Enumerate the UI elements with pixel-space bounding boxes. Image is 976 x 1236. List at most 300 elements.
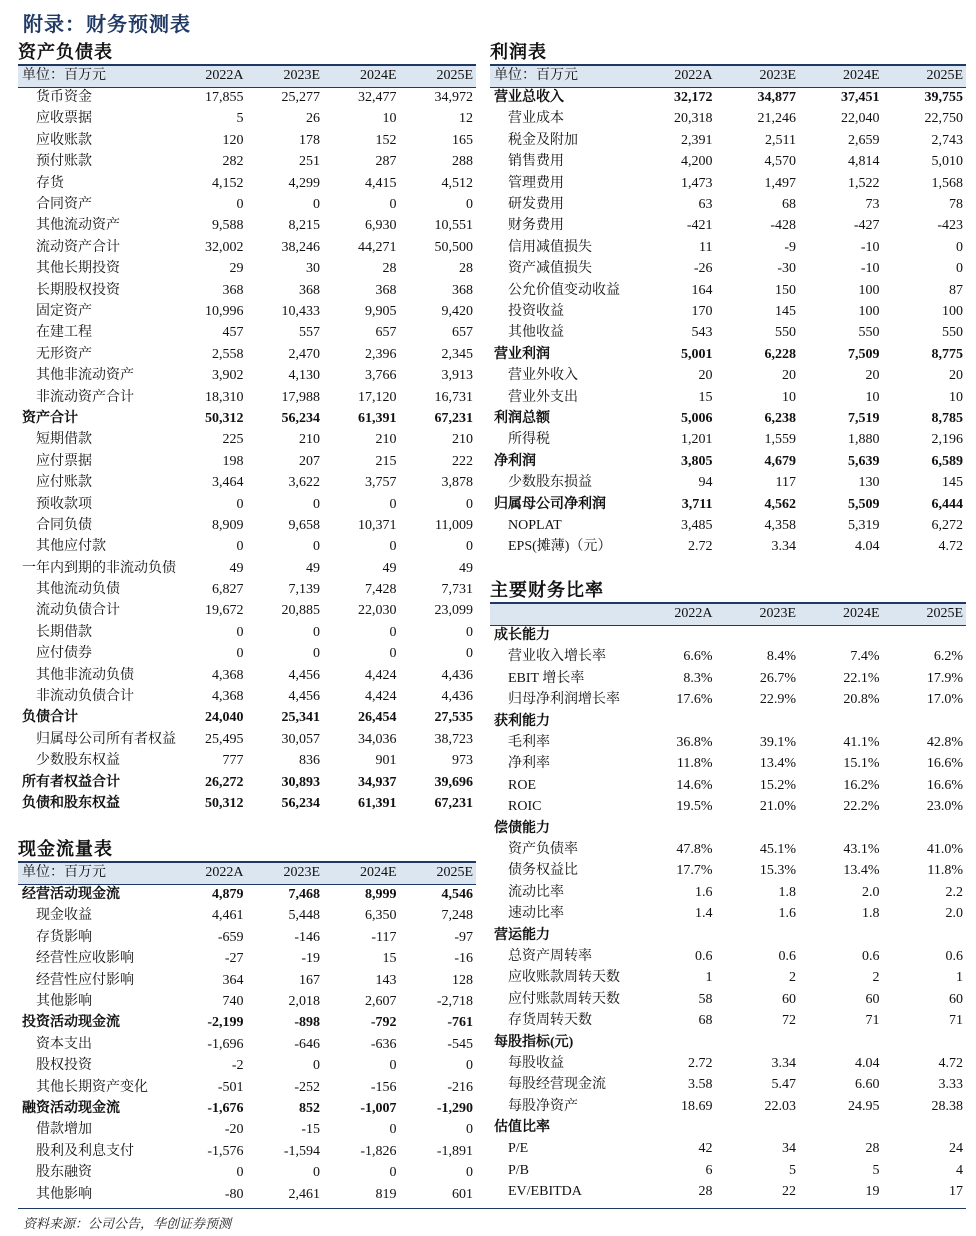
row-value: 1,880 [848, 432, 880, 448]
row-value: 5,509 [848, 496, 880, 512]
table-row [490, 647, 966, 668]
row-value: 0 [389, 197, 397, 213]
row-value [632, 925, 716, 946]
table-row [18, 927, 476, 948]
row-value: 9,658 [288, 517, 320, 533]
row-label: 偿债能力 [494, 820, 550, 836]
row-label: 其他长期投资 [36, 261, 120, 277]
row-value: 50,312 [205, 410, 244, 426]
row-label: 毛利率 [508, 735, 550, 751]
table-row [18, 622, 476, 643]
row-value: 56,234 [281, 410, 320, 426]
row-value: 3.33 [938, 1077, 963, 1093]
table-row [18, 772, 476, 793]
row-label: 其他流动负债 [36, 582, 120, 598]
row-label: 融资活动现金流 [22, 1100, 120, 1116]
table-row [18, 1184, 476, 1205]
row-value: 819 [375, 1186, 397, 1202]
row-value: 22,030 [358, 603, 397, 619]
row-value: 20 [698, 368, 713, 384]
cashflow-panel [18, 839, 476, 1205]
row-value: 5,639 [848, 453, 880, 469]
row-value: 22,750 [924, 111, 963, 127]
row-label: 股利及利息支付 [36, 1143, 134, 1159]
row-value: 7,731 [441, 582, 473, 598]
row-value: 13.4% [843, 863, 880, 879]
row-value: 39,755 [924, 90, 963, 106]
table-row [18, 708, 476, 729]
row-value: 170 [691, 303, 713, 319]
row-value: 368 [222, 282, 244, 298]
row-label: 流动资产合计 [36, 239, 120, 255]
row-value: 17,988 [281, 389, 320, 405]
row-value: 18.69 [681, 1098, 713, 1114]
row-value: 100 [942, 303, 963, 319]
row-value: 901 [375, 753, 397, 769]
row-value: 0 [313, 197, 320, 213]
row-value: 49 [459, 560, 473, 576]
row-label: 获利能力 [494, 713, 550, 729]
row-value: 67,231 [434, 795, 473, 811]
row-value: 2,659 [848, 132, 880, 148]
row-value: 222 [452, 453, 473, 469]
row-value: 49 [382, 560, 397, 576]
row-value: 3,485 [681, 517, 713, 533]
table-row [490, 968, 966, 989]
header-year-cell: 2024E [323, 66, 400, 87]
row-label: 每股经营现金流 [508, 1077, 606, 1093]
row-value: 100 [858, 303, 880, 319]
row-value: 1,559 [764, 432, 796, 448]
row-value: 17 [949, 1184, 963, 1200]
row-value: 1,497 [764, 175, 796, 191]
row-value: 6,272 [931, 517, 963, 533]
row-value: 4,130 [288, 368, 320, 384]
row-label: 负债合计 [22, 710, 78, 726]
row-value [716, 818, 800, 839]
row-value: -1,576 [207, 1143, 244, 1159]
row-label: EV/EBITDA [508, 1184, 582, 1200]
row-label: 应收账款周转天数 [508, 970, 620, 986]
row-value: 4.04 [855, 539, 880, 555]
table-row [490, 1010, 966, 1031]
header-year-cell: 2022A [632, 66, 716, 87]
table-row [490, 989, 966, 1010]
table-row [490, 152, 966, 173]
row-value: 60 [949, 991, 963, 1007]
row-value: -9 [784, 239, 796, 255]
table-row [18, 451, 476, 472]
table-row [490, 775, 966, 796]
row-value: 28 [459, 261, 473, 277]
row-value: 145 [775, 303, 796, 319]
row-value: 1,522 [848, 175, 880, 191]
row-value: 17.0% [926, 692, 963, 708]
table-row [18, 665, 476, 686]
row-value: 15.2% [759, 777, 796, 793]
row-value: 10 [782, 389, 796, 405]
row-value: 22.03 [764, 1098, 796, 1114]
row-value: 145 [942, 475, 963, 491]
row-value: 0.6 [778, 948, 796, 964]
table-row [18, 1013, 476, 1034]
table-row [490, 1096, 966, 1117]
row-value: 6.2% [933, 649, 963, 665]
row-label: 固定资产 [36, 303, 92, 319]
row-value: 24 [949, 1141, 963, 1157]
row-value: 0 [236, 646, 244, 662]
row-value: -156 [370, 1079, 397, 1095]
row-value [799, 925, 883, 946]
row-value: 12 [459, 111, 473, 127]
table-row [490, 1032, 966, 1053]
row-value: 251 [299, 154, 320, 170]
table-row [18, 991, 476, 1012]
table-row [18, 1056, 476, 1077]
row-value: 23.0% [926, 799, 963, 815]
row-value: 0 [236, 1165, 244, 1181]
table-row [490, 1160, 966, 1181]
header-year-cell: 2022A [170, 66, 247, 87]
row-value: 207 [299, 453, 320, 469]
row-value: 6,228 [764, 346, 796, 362]
row-value: 71 [949, 1013, 963, 1029]
row-value: 8,775 [931, 346, 963, 362]
row-value: -20 [224, 1122, 244, 1138]
row-value: 32,477 [358, 90, 397, 106]
table-row [490, 1053, 966, 1074]
row-value: 152 [375, 132, 397, 148]
row-value: 4,152 [212, 175, 244, 191]
row-value: 2,511 [765, 132, 796, 148]
row-value: 100 [858, 282, 880, 298]
row-value: 34,877 [757, 90, 796, 106]
row-label: 成长能力 [494, 628, 550, 644]
row-value: -10 [860, 261, 880, 277]
row-value: 5 [236, 111, 244, 127]
row-value: 0 [389, 646, 397, 662]
table-row [490, 1117, 966, 1138]
row-value: 0 [236, 539, 244, 555]
row-label: 归母净利润增长率 [508, 692, 620, 708]
row-value: 4.04 [855, 1055, 880, 1071]
ratios-table [490, 604, 966, 1203]
row-value [716, 1032, 800, 1053]
row-value: 2 [789, 970, 796, 986]
row-label: 管理费用 [508, 175, 564, 191]
row-value: 4,461 [212, 908, 244, 924]
row-value [883, 818, 967, 839]
header-unit-cell: 单位：百万元 [490, 66, 632, 87]
panel-header [18, 42, 476, 66]
row-value: 3,805 [681, 453, 713, 469]
row-value: 28 [865, 1141, 880, 1157]
table-row [18, 387, 476, 408]
row-value: 34 [782, 1141, 796, 1157]
row-value: 32,172 [674, 90, 713, 106]
row-value: 21.0% [759, 799, 796, 815]
row-value [883, 1117, 967, 1138]
row-value: 2,396 [365, 346, 397, 362]
row-label: 净利润 [494, 453, 536, 469]
row-value: -428 [770, 218, 796, 234]
row-value: 5,001 [681, 346, 713, 362]
row-value: 4.72 [938, 1055, 963, 1071]
row-value: 24.95 [848, 1098, 880, 1114]
row-value: 30,057 [281, 731, 320, 747]
row-value [799, 1117, 883, 1138]
row-value: 1.8 [778, 884, 796, 900]
row-value: 973 [452, 753, 473, 769]
cashflow-table [18, 863, 476, 1205]
row-value: -2,199 [207, 1015, 244, 1031]
row-value: 10,371 [358, 517, 397, 533]
table-row [18, 216, 476, 237]
header-unit-cell: 单位：百万元 [18, 66, 170, 87]
row-label: ROIC [508, 799, 542, 815]
table-row [490, 494, 966, 515]
row-value: 8.4% [766, 649, 796, 665]
row-value [716, 1117, 800, 1138]
header-year-cell: 2023E [247, 66, 324, 87]
row-value: 27,535 [434, 710, 473, 726]
row-value: 8.3% [683, 670, 713, 686]
row-label: 应收账款 [36, 132, 92, 148]
balance-sheet-table [18, 66, 476, 815]
row-value: 56,234 [281, 795, 320, 811]
row-value: 0.6 [945, 948, 963, 964]
row-value: 2,018 [288, 994, 320, 1010]
row-label: 无形资产 [36, 346, 92, 362]
table-row [490, 237, 966, 258]
row-value: 26 [306, 111, 320, 127]
row-value: 26.7% [759, 670, 796, 686]
row-value: 0 [313, 646, 320, 662]
row-value: 94 [698, 475, 713, 491]
row-value: 2.0 [862, 884, 880, 900]
row-value [632, 1117, 716, 1138]
table-row [18, 301, 476, 322]
row-value: 282 [222, 154, 244, 170]
row-value: 3,878 [441, 475, 473, 491]
row-value: 852 [299, 1100, 320, 1116]
table-row [18, 1162, 476, 1183]
row-label: 合同负债 [36, 517, 92, 533]
row-value: 41.0% [926, 841, 963, 857]
header-year-cell: 2025E [883, 66, 967, 87]
row-label: 资产减值损失 [508, 261, 592, 277]
row-label: 营业总收入 [494, 90, 564, 106]
row-value: -1,594 [283, 1143, 320, 1159]
panel-title: 主要财务比率 [490, 580, 604, 600]
row-value: 4,562 [764, 496, 796, 512]
row-value: 15.1% [843, 756, 880, 772]
row-value: 25,277 [281, 90, 320, 106]
row-value: 9,420 [441, 303, 473, 319]
row-value: 777 [222, 753, 244, 769]
row-value: 42 [698, 1141, 713, 1157]
row-value: 4,570 [764, 154, 796, 170]
row-value: 19 [865, 1184, 880, 1200]
row-value: 4,299 [288, 175, 320, 191]
table-row [18, 259, 476, 280]
row-label: 负债和股东权益 [22, 795, 120, 811]
row-value: 34,036 [358, 731, 397, 747]
table-header-row [490, 66, 966, 87]
row-value: 5 [872, 1162, 880, 1178]
panel-header [18, 839, 476, 863]
row-value: 287 [375, 154, 397, 170]
row-value: 20,318 [674, 111, 713, 127]
row-label: EBIT 增长率 [508, 670, 585, 686]
table-row [18, 344, 476, 365]
row-value: -1,891 [436, 1143, 473, 1159]
header-year-cell: 2024E [323, 863, 400, 884]
row-value: 0 [466, 197, 473, 213]
table-row [18, 601, 476, 622]
row-value: -1,676 [207, 1100, 244, 1116]
row-value: 15.3% [759, 863, 796, 879]
row-value: -2 [231, 1058, 244, 1074]
panel-title: 利润表 [490, 42, 547, 62]
row-value: 1,568 [931, 175, 963, 191]
row-value: 26,272 [205, 774, 244, 790]
table-row [490, 711, 966, 732]
row-value: 225 [222, 432, 244, 448]
row-value: -146 [294, 929, 320, 945]
row-value: 4,358 [764, 517, 796, 533]
row-label: 经营性应付影响 [36, 972, 134, 988]
row-label: 应收票据 [36, 111, 92, 127]
table-row [490, 625, 966, 646]
row-label: 非流动负债合计 [36, 689, 134, 705]
row-value: 4,368 [212, 667, 244, 683]
row-label: 每股指标(元) [494, 1034, 574, 1050]
row-label: 投资活动现金流 [22, 1015, 120, 1031]
table-row [490, 387, 966, 408]
row-value: 164 [691, 282, 713, 298]
row-value: 6,930 [365, 218, 397, 234]
row-value: 2,391 [681, 132, 713, 148]
row-value [883, 711, 967, 732]
table-row [18, 558, 476, 579]
row-label: 资产负债率 [508, 841, 578, 857]
row-value [632, 625, 716, 646]
table-row [18, 884, 476, 905]
row-value: 78 [949, 197, 963, 213]
row-value: 13.4% [759, 756, 796, 772]
row-value: 457 [222, 325, 244, 341]
table-row [490, 861, 966, 882]
row-value: 25,341 [281, 710, 320, 726]
row-value: 657 [375, 325, 397, 341]
row-value: 4.72 [938, 539, 963, 555]
row-label: 一年内到期的非流动负债 [22, 560, 176, 576]
row-label: 其他流动资产 [36, 218, 120, 234]
header-year-cell: 2023E [716, 66, 800, 87]
row-label: 非流动资产合计 [36, 389, 134, 405]
row-label: 营业外支出 [508, 389, 578, 405]
row-value: -792 [370, 1015, 397, 1031]
row-value: 1.6 [695, 884, 713, 900]
row-value: 87 [949, 282, 963, 298]
row-value: 0.6 [695, 948, 713, 964]
row-value: 36.8% [676, 735, 713, 751]
row-value: -216 [447, 1079, 473, 1095]
row-label: 所得税 [508, 432, 550, 448]
row-value: 6 [705, 1162, 713, 1178]
row-value: 550 [858, 325, 880, 341]
row-value: -80 [224, 1186, 244, 1202]
row-label: 应付债券 [36, 646, 92, 662]
table-row [490, 451, 966, 472]
row-value: 117 [775, 475, 796, 491]
row-value: 38,246 [281, 239, 320, 255]
row-value: 17.7% [676, 863, 713, 879]
table-header-row [18, 863, 476, 884]
row-value: -27 [224, 951, 244, 967]
row-value: 215 [375, 453, 397, 469]
row-value: -30 [777, 261, 796, 277]
row-value: 0 [236, 624, 244, 640]
table-row [18, 793, 476, 814]
row-value: 2,345 [441, 346, 473, 362]
row-value: 3,622 [288, 475, 320, 491]
row-value: 32,002 [205, 239, 244, 255]
row-value: 288 [452, 154, 473, 170]
row-value: 0 [466, 1058, 473, 1074]
row-value: 0 [466, 496, 473, 512]
row-label: 资本支出 [36, 1036, 92, 1052]
row-value: 45.1% [759, 841, 796, 857]
table-row [18, 430, 476, 451]
row-label: P/E [508, 1141, 529, 1157]
table-row [18, 237, 476, 258]
row-value: -19 [301, 951, 320, 967]
row-value: 10,996 [205, 303, 244, 319]
row-value [716, 711, 800, 732]
row-value: 836 [299, 753, 320, 769]
table-header-row [18, 66, 476, 87]
table-row [18, 472, 476, 493]
row-label: 税金及附加 [508, 132, 578, 148]
row-value: 25,495 [205, 731, 244, 747]
row-value: 37,451 [841, 90, 880, 106]
row-value: 2,607 [365, 994, 397, 1010]
row-value: 1 [705, 970, 713, 986]
table-row [490, 1075, 966, 1096]
row-value: 9,588 [212, 218, 244, 234]
row-value: 20,885 [281, 603, 320, 619]
row-value: -26 [693, 261, 713, 277]
table-row [490, 1139, 966, 1160]
row-value: 4,679 [764, 453, 796, 469]
table-header-row [490, 604, 966, 625]
row-value: 4,814 [848, 154, 880, 170]
table-row [18, 1077, 476, 1098]
row-value: 14.6% [676, 777, 713, 793]
row-value: 0 [466, 624, 473, 640]
row-value: 557 [299, 325, 320, 341]
table-row [490, 754, 966, 775]
row-label: ROE [508, 777, 536, 793]
row-label: 营业外收入 [508, 368, 578, 384]
row-label: 现金收益 [36, 908, 92, 924]
footer-divider [18, 1208, 966, 1209]
row-value: 0 [313, 539, 320, 555]
header-year-cell: 2022A [170, 863, 247, 884]
header-year-cell: 2025E [400, 66, 477, 87]
